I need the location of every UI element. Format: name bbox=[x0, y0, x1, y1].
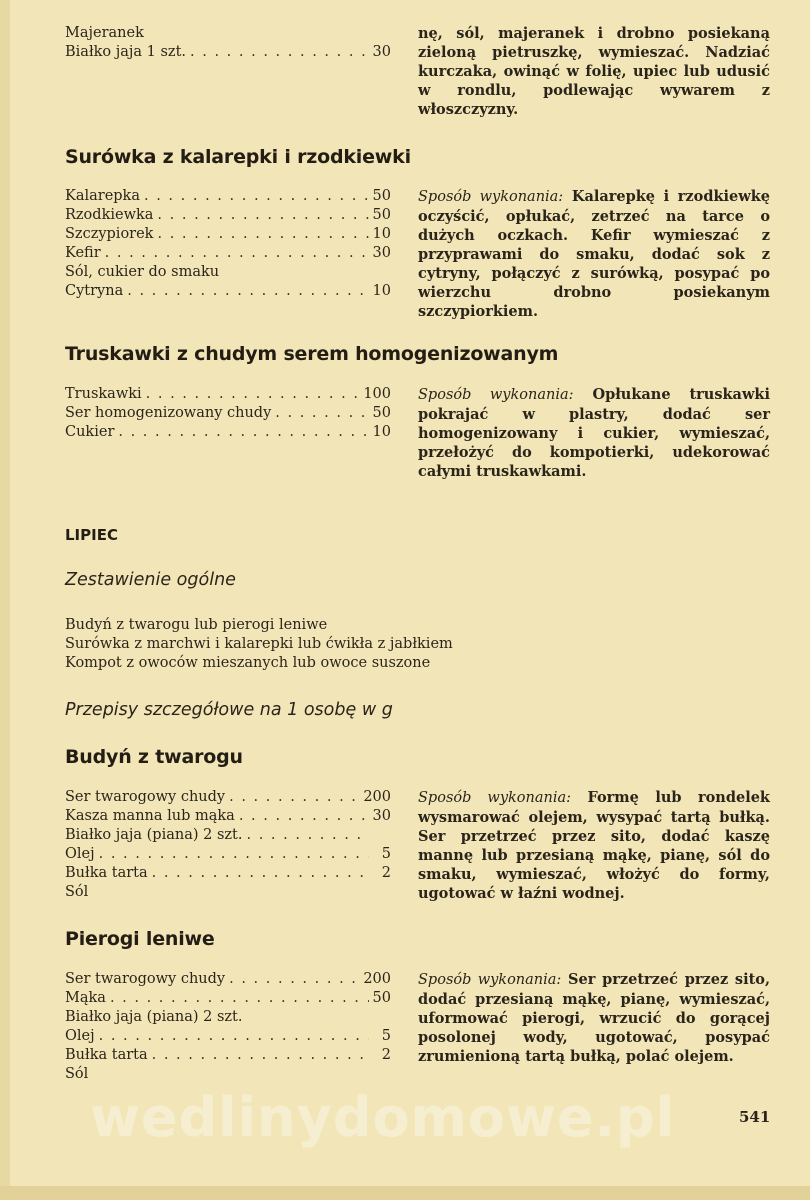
ingredient-row bbox=[65, 788, 391, 807]
leader-dots bbox=[123, 282, 369, 301]
ingredient-qty: 100 bbox=[363, 386, 391, 402]
method-text-pierogi bbox=[418, 970, 770, 1066]
recipe-title: Truskawki z chudym serem homogenizowanym bbox=[65, 343, 559, 365]
leader-dots bbox=[225, 970, 363, 989]
ingredient-name: Kefir bbox=[65, 245, 101, 261]
ingredient-row bbox=[65, 1065, 391, 1084]
ingredient-qty: 50 bbox=[372, 405, 391, 421]
ingredient-name: Sól, cukier do smaku bbox=[65, 264, 220, 280]
ingredient-list-budyn bbox=[65, 788, 391, 902]
ingredient-name: Olej bbox=[65, 1028, 95, 1044]
ingredient-name: Sól bbox=[65, 1066, 89, 1082]
watermark: wedlinydomowe.pl bbox=[90, 1086, 676, 1149]
leader-dots bbox=[106, 989, 369, 1008]
leader-dots bbox=[186, 43, 369, 62]
ingredient-name: Ser twarogowy chudy bbox=[65, 971, 226, 987]
method-label: Sposób wykonania: bbox=[418, 790, 572, 806]
ingredient-name: Białko jaja (piana) 2 szt. bbox=[65, 1009, 243, 1025]
ingredient-row bbox=[65, 970, 391, 989]
ingredient-row bbox=[65, 244, 391, 263]
ingredient-name: Rzodkiewka bbox=[65, 207, 154, 223]
overview-list bbox=[65, 616, 453, 673]
ingredient-row bbox=[65, 807, 391, 826]
ingredient-qty: 50 bbox=[372, 188, 391, 204]
leader-dots bbox=[140, 187, 369, 206]
ingredient-row bbox=[65, 1046, 391, 1065]
ingredient-name: Ser twarogowy chudy bbox=[65, 789, 226, 805]
overview-heading: Zestawienie ogólne bbox=[65, 570, 236, 590]
ingredient-qty: 5 bbox=[381, 846, 391, 862]
leader-dots bbox=[153, 206, 369, 225]
method-text-budyn bbox=[418, 788, 770, 903]
ingredient-name: Białko jaja (piana) 2 szt. bbox=[65, 827, 243, 843]
leader-dots bbox=[142, 385, 364, 404]
leader-dots bbox=[235, 807, 369, 826]
method-body: Opłukane truskawki pokrajać w plastry, dodać ser homogenizowany i cukier, wymieszać, przełożyć do kompotierki, udekorować całymi truskawkami. bbox=[418, 386, 770, 480]
ingredient-list-pierogi bbox=[65, 970, 391, 1084]
page-edge-bottom bbox=[0, 1186, 810, 1200]
ingredient-row bbox=[65, 989, 391, 1008]
leader-dots bbox=[153, 225, 369, 244]
method-text-truskawki bbox=[418, 385, 770, 481]
ingredient-row bbox=[65, 43, 391, 62]
leader-dots bbox=[148, 1046, 369, 1065]
overview-item: Surówka z marchwi i kalarepki lub ćwikła z jabłkiem bbox=[65, 636, 453, 652]
ingredient-row bbox=[65, 423, 391, 442]
ingredient-qty: 200 bbox=[363, 789, 391, 805]
ingredient-row bbox=[65, 1008, 391, 1027]
recipe-title: Pierogi leniwe bbox=[65, 928, 215, 950]
ingredient-qty: 50 bbox=[372, 990, 391, 1006]
method-text-top: nę, sól, majeranek i drobno posiekaną zieloną pietruszkę, wymieszać. Nadziać kurczaka, owinąć w folię, upiec lub udusić w rondlu, podlewając wywarem z włoszczyzny. bbox=[418, 25, 770, 118]
ingredient-qty: 200 bbox=[363, 971, 391, 987]
method-body: Ser przetrzeć przez sito, dodać przesianą mąkę, pianę, wymieszać, uformować pierogi, wrzucić do gorącej posolonej wody, ugotować, posypać zrumienioną tartą bułką, polać olejem. bbox=[418, 971, 770, 1065]
recipe-title: Budyń z twarogu bbox=[65, 746, 243, 768]
ingredient-qty: 30 bbox=[372, 245, 391, 261]
leader-dots bbox=[95, 845, 369, 864]
method-label: Sposób wykonania: bbox=[418, 972, 562, 988]
ingredient-qty: 30 bbox=[372, 44, 391, 60]
method-label: Sposób wykonania: bbox=[418, 189, 564, 205]
ingredient-list-top bbox=[65, 24, 391, 62]
ingredient-qty: 2 bbox=[381, 1047, 391, 1063]
ingredient-name: Sól bbox=[65, 884, 89, 900]
ingredient-qty: 50 bbox=[372, 207, 391, 223]
ingredient-name: Kalarepka bbox=[65, 188, 140, 204]
ingredient-qty: 10 bbox=[372, 424, 391, 440]
ingredient-row bbox=[65, 864, 391, 883]
page-number: 541 bbox=[739, 1108, 771, 1126]
ingredient-name: Cukier bbox=[65, 424, 115, 440]
ingredient-row bbox=[65, 883, 391, 902]
ingredient-row bbox=[65, 187, 391, 206]
leader-dots bbox=[148, 864, 369, 883]
method-body: Formę lub rondelek wysmarować olejem, wysypać tartą bułką. Ser przetrzeć przez sito, dodać kaszę mannę lub przesianą mąkę, pianę, sól do smaku, wymieszać, włożyć do formy, ugotować w łaźni wodnej. bbox=[418, 789, 770, 902]
ingredient-qty: 30 bbox=[372, 808, 391, 824]
ingredient-row bbox=[65, 263, 391, 282]
ingredient-name: Bułka tarta bbox=[65, 865, 148, 881]
ingredient-name: Ser homogenizowany chudy bbox=[65, 405, 272, 421]
ingredient-name: Truskawki bbox=[65, 386, 142, 402]
ingredient-row bbox=[65, 225, 391, 244]
ingredient-row bbox=[65, 282, 391, 301]
ingredient-row bbox=[65, 826, 391, 845]
ingredient-row bbox=[65, 404, 391, 423]
leader-dots bbox=[225, 788, 363, 807]
ingredient-row bbox=[65, 206, 391, 225]
ingredient-list-truskawki bbox=[65, 385, 391, 442]
ingredient-row bbox=[65, 1027, 391, 1046]
leader-dots bbox=[95, 1027, 369, 1046]
ingredient-row bbox=[65, 24, 391, 43]
ingredient-row bbox=[65, 385, 391, 404]
ingredient-row bbox=[65, 845, 391, 864]
method-label: Sposób wykonania: bbox=[418, 387, 574, 403]
method-text-kalarepka bbox=[418, 187, 770, 321]
ingredient-name: Białko jaja 1 szt. bbox=[65, 44, 187, 60]
ingredient-name: Majeranek bbox=[65, 25, 144, 41]
leader-dots bbox=[114, 423, 369, 442]
method-body: Kalarepkę i rzodkiewkę oczyścić, opłukać, zetrzeć na tarce o dużych oczkach. Kefir wymieszać z przyprawami do smaku, dodać sok z cytryny, połączyć z surówką, posypać po wierzchu drobno posiekanym szczypiorkiem. bbox=[418, 188, 770, 320]
page-edge-left bbox=[0, 0, 10, 1200]
details-heading: Przepisy szczegółowe na 1 osobę w g bbox=[65, 700, 393, 720]
overview-item: Kompot z owoców mieszanych lub owoce suszone bbox=[65, 655, 431, 671]
ingredient-name: Mąka bbox=[65, 990, 106, 1006]
ingredient-name: Cytryna bbox=[65, 283, 124, 299]
ingredient-qty: 2 bbox=[381, 865, 391, 881]
ingredient-name: Szczypiorek bbox=[65, 226, 154, 242]
ingredient-list-kalarepka bbox=[65, 187, 391, 301]
ingredient-name: Bułka tarta bbox=[65, 1047, 148, 1063]
overview-item: Budyń z twarogu lub pierogi leniwe bbox=[65, 617, 328, 633]
ingredient-name: Olej bbox=[65, 846, 95, 862]
leader-dots bbox=[242, 826, 369, 845]
month-heading: LIPIEC bbox=[65, 526, 118, 544]
recipe-title: Surówka z kalarepki i rzodkiewki bbox=[65, 146, 411, 168]
ingredient-name: Kasza manna lub mąka bbox=[65, 808, 235, 824]
ingredient-qty: 10 bbox=[372, 226, 391, 242]
ingredient-qty: 5 bbox=[381, 1028, 391, 1044]
ingredient-qty: 10 bbox=[372, 283, 391, 299]
leader-dots bbox=[271, 404, 369, 423]
leader-dots bbox=[101, 244, 369, 263]
